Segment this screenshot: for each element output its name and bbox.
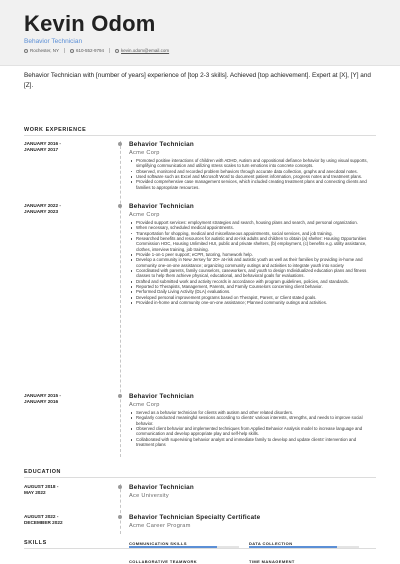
list-item: Regularly conducted meaningful sessions according to clients' various interests, strengths, and needs to improve social behavior. [129, 415, 374, 426]
job-date-start: JANUARY 2015 - [24, 393, 61, 398]
list-item: Coordinated with parents, family counselors, caseworkers, and youth to design Individualized education plans and fitness classes to help them achieve physical, educational, and behavioral goals for evaluations. [129, 268, 374, 279]
job-company: Acme Corp [129, 149, 160, 156]
job-date-start: JANUARY 2022 - [24, 203, 61, 208]
list-item: Performed Daily Living Activity (DLA) evaluations. [129, 289, 374, 294]
job-dates [24, 393, 61, 406]
contact-divider [64, 48, 65, 53]
section-divider [24, 135, 376, 136]
education-title: Behavior Technician [129, 484, 194, 491]
list-item: Provided comprehensive case management services, which included creating treatment plans and connecting clients and families to appropriate resources. [129, 179, 374, 190]
list-item: When necessary, scheduled medical appointments. [129, 225, 374, 230]
job-dates [24, 141, 61, 154]
contact-phone: 610-552-9794 [75, 48, 104, 53]
list-item: Transportation for shopping, medical and miscellaneous appointments, social services, and job training. [129, 231, 374, 236]
education-timeline [120, 484, 121, 534]
job-date-end: JANUARY 2017 [24, 147, 59, 153]
list-item: Researched benefits and resources for autistic and at-risk adults and children to obtain (a) shelter: Housing Opportunities Commission HOC, Housing Unlimited HUI, public and private shelters, (b) employment, (c) benefits e.g. utility assistance, clothes, interview training, job training. [129, 236, 374, 252]
job-company: Acme Corp [129, 401, 160, 408]
job-title: Behavior Technician [129, 203, 194, 210]
skill-name: DATA COLLECTION [249, 540, 293, 546]
list-item: Collaborated with supervising behavior analyst and immediate family to develop and update clients' intervention and treatment plans [129, 437, 374, 448]
skill-bar [129, 546, 239, 549]
list-item: Observed client behavior and implemented techniques from Applied Behavior Analysis model to increase language and communication and develop appropriate play and self-help skills. [129, 426, 374, 437]
education-date-end: DECEMBER 2022 [24, 520, 63, 526]
list-item: Developed personal improvement programs based on Therapist, Parent, or Client stated goals. [129, 295, 374, 300]
job-date-start: JANUARY 2016 - [24, 141, 61, 146]
skill-bar-fill [129, 546, 217, 549]
job-title: Behavior Technician [129, 393, 194, 400]
job-title: Behavior Technician [129, 141, 194, 148]
skill-name: TIME MANAGEMENT [249, 558, 295, 564]
education-dates [24, 484, 58, 497]
contact-location: Rochester, NY [30, 48, 59, 53]
education-school: Acme Career Program [129, 522, 191, 529]
contact-email[interactable]: kevin.odom@email.com [121, 48, 170, 53]
timeline-dot [118, 515, 122, 519]
resume-header [0, 0, 400, 66]
job-bullets [129, 220, 374, 306]
job-date-end: JANUARY 2016 [24, 399, 59, 405]
job-bullets [129, 158, 374, 190]
list-item: Promoted positive interactions of children with ADHD, Autism and oppositional defiance behavior by using visual supports, simplifying communication and utilizing stress scales to turn emotions into concrete concepts. [129, 158, 374, 169]
job-dates [24, 203, 61, 216]
list-item: Reported to Therapists, Management, Parents, and Family Counselors concerning client behavior. [129, 284, 374, 289]
email-icon [115, 49, 119, 53]
education-date-start: AUGUST 2022 - [24, 514, 59, 519]
list-item: Drafted and submitted work and activity records in accordance with program guidelines, policies, and standards. [129, 279, 374, 284]
section-divider [24, 477, 376, 478]
summary-text: Behavior Technician with [number of years] experience of [top 2-3 skills]. Achieved [top achievement]. Expert at [X], [Y] and [Z]. [24, 72, 371, 89]
candidate-name: Kevin Odom [24, 11, 156, 36]
list-item: Used software such as Excel and Microsoft Word to document patient information, progress notes and treatment plans. [129, 174, 374, 179]
education-date-end: MAY 2022 [24, 490, 46, 496]
job-company: Acme Corp [129, 211, 160, 218]
timeline-dot [118, 142, 122, 146]
work-experience-heading: WORK EXPERIENCE [24, 127, 87, 133]
list-item: Provide 1-on-1 peer support; eCPR, tutoring, homework help. [129, 252, 374, 257]
list-item: Provided in-home and community one-on-one assistance; Planned community outings and activities. [129, 300, 374, 305]
education-dates [24, 514, 63, 527]
work-timeline [120, 141, 121, 457]
education-heading: EDUCATION [24, 469, 62, 475]
education-date-start: AUGUST 2018 - [24, 484, 59, 489]
candidate-role: Behavior Technician [24, 38, 83, 45]
timeline-dot [118, 394, 122, 398]
list-item: Served as a behavior technician for clients with autism and other related disorders. [129, 410, 374, 415]
location-icon [24, 49, 28, 53]
contact-line [24, 48, 169, 54]
education-school: Ace University [129, 492, 169, 499]
list-item: Observed, monitored and recorded problem behaviors through accurate data collection, graphs and anecdotal notes. [129, 169, 374, 174]
job-bullets [129, 410, 374, 447]
education-title: Behavior Technician Specialty Certificate [129, 514, 261, 521]
list-item: Develop a community in New Jersey for 20+ at-risk and autistic youth as well as their families by providing in-home and community one-on-one assistance; organizing community outings and activities to integrate youth into society [129, 257, 374, 268]
job-date-end: JANUARY 2023 [24, 209, 59, 215]
section-divider [24, 548, 376, 549]
list-item: Provided support services: employment strategies and search, housing plans and search, and personal organization. [129, 220, 374, 225]
timeline-dot [118, 204, 122, 208]
skill-bar [249, 546, 359, 549]
timeline-dot [118, 485, 122, 489]
skill-name: COLLABORATIVE TEAMWORK [129, 558, 198, 564]
skills-heading: SKILLS [24, 540, 47, 546]
contact-divider [109, 48, 110, 53]
phone-icon [70, 49, 74, 53]
skill-name: COMMUNICATION SKILLS [129, 540, 187, 546]
skill-bar-fill [249, 546, 337, 549]
